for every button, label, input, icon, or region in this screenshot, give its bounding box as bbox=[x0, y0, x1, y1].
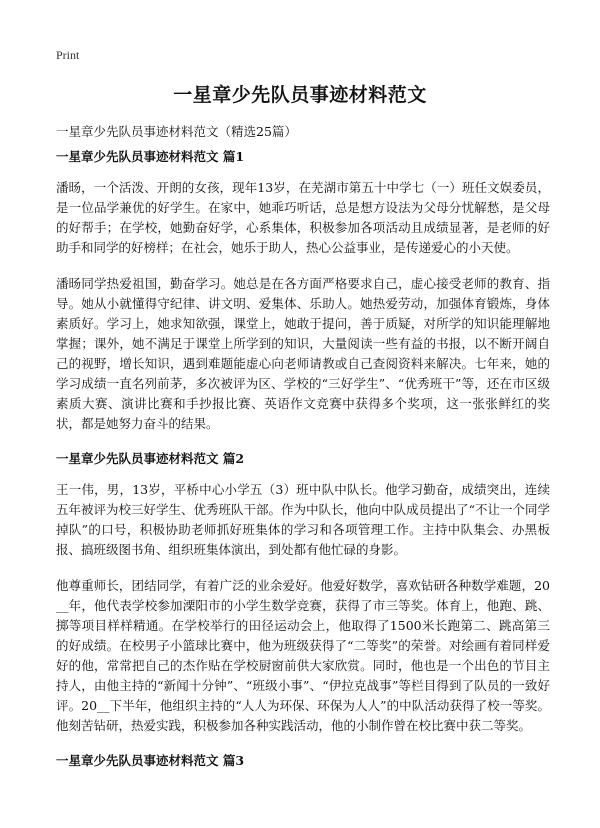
section-heading-2: 一星章少先队员事迹材料范文 篇2 bbox=[56, 451, 245, 466]
section-heading-3: 一星章少先队员事迹材料范文 篇3 bbox=[56, 753, 245, 768]
section-2-paragraph-2: 他尊重师长，团结同学，有着广泛的业余爱好。他爱好数学，喜欢钻研各种数学难题，20__年，他代表学校参加溧阳市的小学生数学竞赛，获得了市三等奖。体育上，他跑、跳、掷等项目样样精通。在学校举行的田径运动会上，他取得了1500米长跑第二、跳高第三的好成绩。在校男子小篮球比赛中，他为班级获得了“二等奖”的荣誉。对绘画有着同样爱好的他，常常把自己的杰作贴在学校厨窗前供大家欣赏。同时，他也是一个出色的节目主持人，由他主持的“新闻十分钟”、“班级小事”、“伊拉克战事”等栏目得到了队员的一致好评。20__下半年，他组织主持的“人人为环保、环保为人人”的中队活动获得了校一等奖。他刻苦钻研，热爱实践，积极参加各种实践活动，他的小制作曾在校比赛中获二等奖。 bbox=[56, 578, 550, 733]
section-2-paragraph-1: 王一伟，男，13岁，平桥中心小学五（3）班中队中队长。他学习勤奋，成绩突出，连续五年被评为校三好学生、优秀班队干部。作为中队长，他向中队成员提出了“不让一个同学掉队”的口号，积极协助老师抓好班集体的学习和各项管理工作。主持中队集会、办黑板报、搞班级图书角、组织班集体演出，到处都有他忙碌的身影。 bbox=[56, 482, 550, 557]
document-title: 一星章少先队员事迹材料范文 bbox=[173, 84, 427, 106]
section-heading-1: 一星章少先队员事迹材料范文 篇1 bbox=[56, 149, 245, 164]
document-subtitle: 一星章少先队员事迹材料范文（精选25篇） bbox=[56, 124, 297, 139]
document-body bbox=[56, 148, 550, 782]
section-1-paragraph-1: 潘旸，一个活泼、开朗的女孩，现年13岁，在芜湖市第五十中学七（一）班任文娱委员，是一位品学兼优的好学生。在家中，她乖巧听话，总是想方设法为父母分忧解愁，是父母的好帮手；在学校，她勤奋好学，心系集体，积极参加各项活动且成绩显著，是老师的好助手和同学的好榜样；在社会，她乐于助人，热心公益事业，是传递爱心的小天使。 bbox=[56, 180, 550, 255]
print-link[interactable]: Print bbox=[56, 48, 80, 62]
section-1-paragraph-2: 潘旸同学热爱祖国，勤奋学习。她总是在各方面严格要求自己，虚心接受老师的教育、指导。她从小就懂得守纪律、讲文明、爱集体、乐助人。她热爱劳动，加强体育锻炼，身体素质好。学习上，她求知欲强，课堂上，她敢于提问，善于质疑，对所学的知识能理解地掌握；课外，她不满足于课堂上所学到的知识，大量阅读一些有益的书报，以不断开阔自己的视野，增长知识，遇到难题能虚心向老师请教或自己查阅资料来解决。七年来，她的学习成绩一直名列前茅，多次被评为区、学校的“三好学生”、“优秀班干”等，还在市区级素质大赛、演讲比赛和手抄报比赛、英语作文竞赛中获得多个奖项，这一张张鲜红的奖状，都是她努力奋斗的结果。 bbox=[56, 276, 550, 431]
